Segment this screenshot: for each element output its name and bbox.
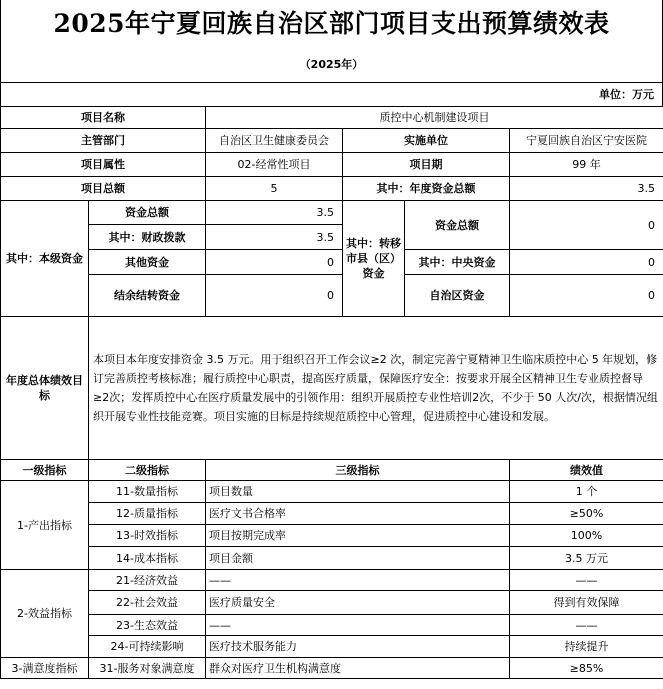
level2-cell: 12-质量指标	[89, 503, 206, 525]
value-cell: ≥85%	[510, 658, 663, 679]
year-caption: （2025年）	[0, 48, 663, 82]
year-total-label: 其中：年度资金总额	[343, 177, 510, 201]
level1-satisfaction: 3-满意度指标	[1, 658, 89, 679]
level1-output: 1-产出指标	[1, 481, 89, 570]
indicator-row	[1, 570, 663, 591]
indicator-row	[1, 591, 663, 615]
goal-label: 年度总体绩效目标	[1, 317, 89, 460]
level2-cell: 22-社会效益	[89, 591, 206, 615]
row-total	[1, 177, 663, 201]
indicator-row	[1, 503, 663, 525]
level2-cell: 31-服务对象满意度	[89, 658, 206, 679]
local-fund-value: 0	[206, 275, 343, 317]
impl-unit-label: 实施单位	[343, 129, 510, 153]
indicator-row	[1, 525, 663, 547]
transfer-fund-value: 0	[510, 201, 663, 250]
level2-cell: 14-成本指标	[89, 547, 206, 570]
level3-cell: 医疗文书合格率	[206, 503, 510, 525]
row-department	[1, 129, 663, 153]
level3-cell: ——	[206, 615, 510, 636]
header-value: 绩效值	[510, 460, 663, 481]
period-label: 项目期	[343, 153, 510, 177]
value-cell: 持续提升	[510, 636, 663, 658]
value-cell: 得到有效保障	[510, 591, 663, 615]
level3-cell: 医疗质量安全	[206, 591, 510, 615]
total-label: 项目总额	[1, 177, 206, 201]
value-cell: 1 个	[510, 481, 663, 503]
local-funds-label: 其中：本级资金	[1, 201, 89, 317]
impl-unit-value: 宁夏回族自治区宁安医院	[510, 129, 663, 153]
indicator-row	[1, 547, 663, 570]
row-project-name	[1, 107, 663, 129]
row-attribute	[1, 153, 663, 177]
header-level2: 二级指标	[89, 460, 206, 481]
level3-cell: 医疗技术服务能力	[206, 636, 510, 658]
dept-label: 主管部门	[1, 129, 206, 153]
indicator-row	[1, 636, 663, 658]
local-fund-label: 其他资金	[89, 250, 206, 275]
row-funds-4	[1, 275, 663, 317]
row-funds-3	[1, 250, 663, 275]
transfer-fund-label: 自治区资金	[405, 275, 510, 317]
project-name-label: 项目名称	[1, 107, 206, 129]
transfer-fund-value: 0	[510, 250, 663, 275]
value-cell: ——	[510, 570, 663, 591]
performance-table	[0, 106, 663, 679]
attr-value: 02-经常性项目	[206, 153, 343, 177]
goal-text: 本项目本年度安排资金 3.5 万元。用于组织召开工作会议≥2 次，制定完善宁夏精神卫生临床质控中心 5 年规划，修订完善质控考核标准；履行质控中心职责，提高医疗质量，保障医疗安全：按要求开展全区精神卫生专业质控督导≥2次；发挥质控中心在医疗质量发展中的引领作用：组织开展质控专业性培训2次，不少于 50 人次/次，根据情况组织开展专业性技能竞赛。项目实施的目标是持续规范质控中心管理，促进质控中心建设和发展。	[89, 317, 663, 460]
level2-cell: 21-经济效益	[89, 570, 206, 591]
value-cell: 3.5 万元	[510, 547, 663, 570]
level2-cell: 24-可持续影响	[89, 636, 206, 658]
indicator-row	[1, 658, 663, 679]
value-cell: 100%	[510, 525, 663, 547]
unit-caption: 单位：万元	[0, 82, 663, 106]
local-fund-label: 其中：财政拨款	[89, 225, 206, 250]
period-value: 99 年	[510, 153, 663, 177]
level3-cell: 群众对医疗卫生机构满意度	[206, 658, 510, 679]
header-level3: 三级指标	[206, 460, 510, 481]
row-goal	[1, 317, 663, 460]
level2-cell: 13-时效指标	[89, 525, 206, 547]
level2-cell: 23-生态效益	[89, 615, 206, 636]
level3-cell: 项目金额	[206, 547, 510, 570]
attr-label: 项目属性	[1, 153, 206, 177]
level3-cell: 项目按期完成率	[206, 525, 510, 547]
row-funds-1	[1, 201, 663, 225]
indicator-row	[1, 481, 663, 503]
dept-value: 自治区卫生健康委员会	[206, 129, 343, 153]
year-total-value: 3.5	[510, 177, 663, 201]
level3-cell: ——	[206, 570, 510, 591]
page-title: 2025年宁夏回族自治区部门项目支出预算绩效表	[0, 0, 663, 48]
indicator-row	[1, 615, 663, 636]
transfer-funds-label: 其中：转移市县（区）资金	[343, 201, 405, 317]
level3-cell: 项目数量	[206, 481, 510, 503]
level2-cell: 11-数量指标	[89, 481, 206, 503]
level1-benefit: 2-效益指标	[1, 570, 89, 658]
indicator-header-row	[1, 460, 663, 481]
local-fund-value: 0	[206, 250, 343, 275]
value-cell: ——	[510, 615, 663, 636]
header-level1: 一级指标	[1, 460, 89, 481]
total-value: 5	[206, 177, 343, 201]
project-name-value: 质控中心机制建设项目	[206, 107, 663, 129]
local-fund-value: 3.5	[206, 225, 343, 250]
local-fund-label: 结余结转资金	[89, 275, 206, 317]
local-fund-value: 3.5	[206, 201, 343, 225]
transfer-fund-label: 资金总额	[405, 201, 510, 250]
value-cell: ≥50%	[510, 503, 663, 525]
transfer-fund-value: 0	[510, 275, 663, 317]
transfer-fund-label: 其中：中央资金	[405, 250, 510, 275]
local-fund-label: 资金总额	[89, 201, 206, 225]
